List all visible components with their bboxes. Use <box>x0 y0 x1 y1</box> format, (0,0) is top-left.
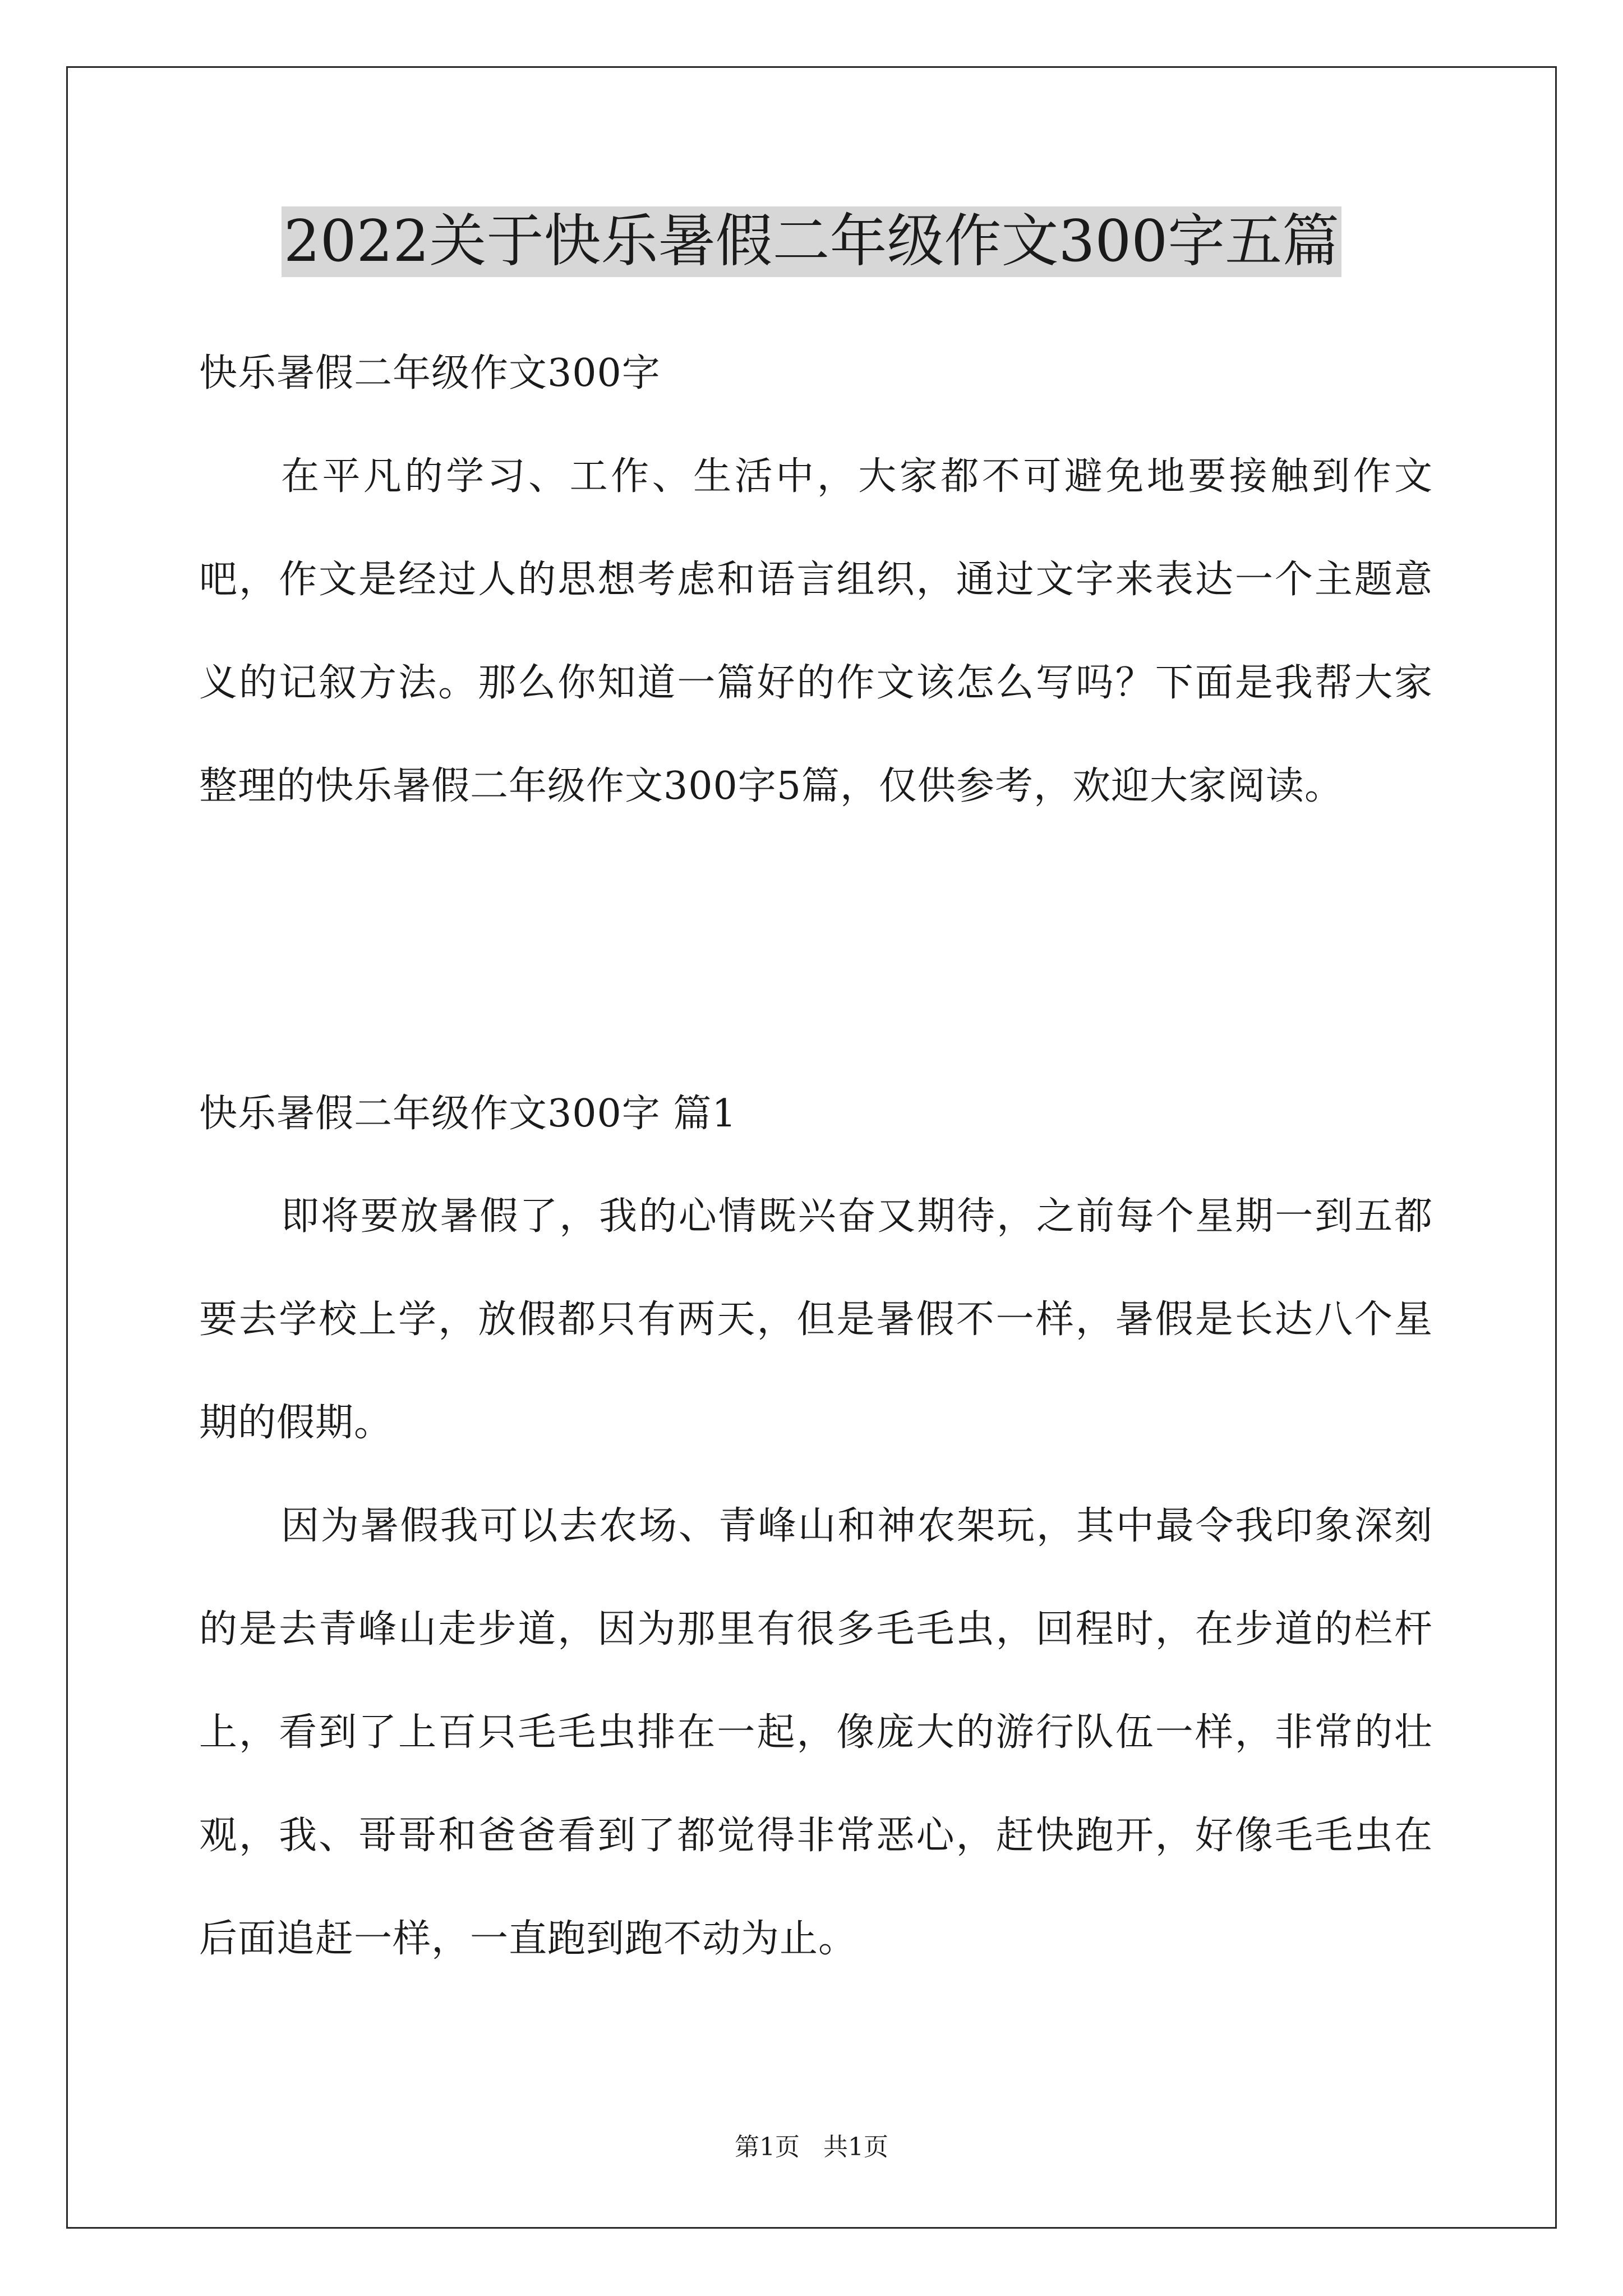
page-footer: 第1页 共1页 <box>735 2133 888 2161</box>
document-title: 2022关于快乐暑假二年级作文300字五篇 <box>282 206 1341 277</box>
section-heading: 快乐暑假二年级作文300字 篇1 <box>199 1092 737 1136</box>
body-paragraph-2: 因为暑假我可以去农场、青峰山和神农架玩，其中最令我印象深刻的是去青峰山走步道，因为那里有很多毛毛虫，回程时，在步道的栏杆上，看到了上百只毛毛虫排在一起，像庞大的游行队伍一样，非常的壮观，我、哥哥和爸爸看到了都觉得非常恶心，赶快跑开，好像毛毛虫在后面追赶一样，一直跑到跑不动为止。 <box>199 1504 1433 1961</box>
subtitle: 快乐暑假二年级作文300字 <box>199 351 661 395</box>
intro-paragraph: 在平凡的学习、工作、生活中，大家都不可避免地要接触到作文吧，作文是经过人的思想考虑和语言组织，通过文字来表达一个主题意义的记叙方法。那么你知道一篇好的作文该怎么写吗？下面是我帮大家整理的快乐暑假二年级作文300字5篇，仅供参考，欢迎大家阅读。 <box>199 454 1433 808</box>
body-paragraph-1: 即将要放暑假了，我的心情既兴奋又期待，之前每个星期一到五都要去学校上学，放假都只有两天，但是暑假不一样，暑假是长达八个星期的假期。 <box>199 1194 1433 1445</box>
title-container <box>0 206 1623 277</box>
